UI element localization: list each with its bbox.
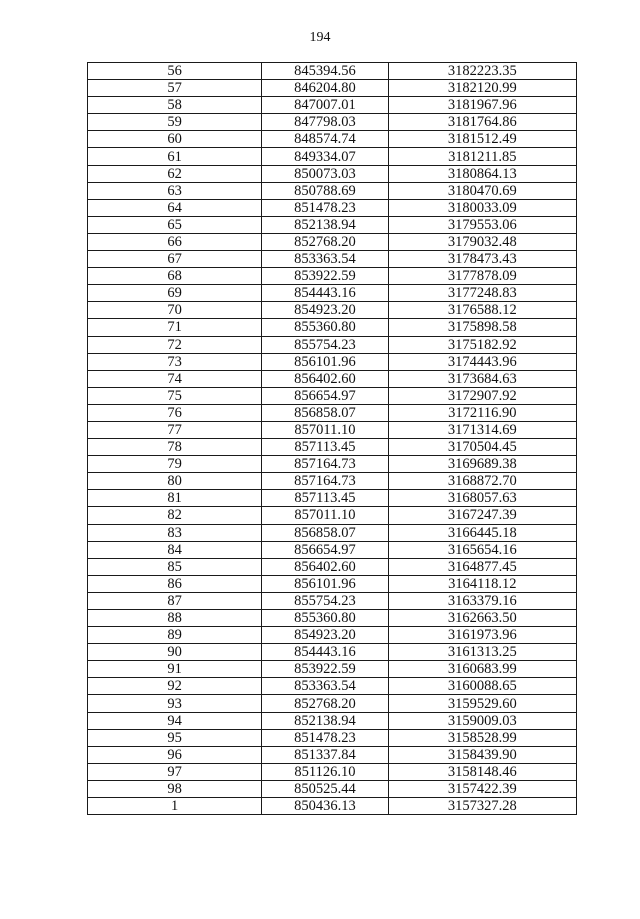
point-number-cell: 74	[88, 370, 262, 387]
x-coordinate-cell: 857164.73	[262, 456, 388, 473]
table-row	[88, 507, 577, 524]
point-number-cell: 84	[88, 541, 262, 558]
point-number-cell: 98	[88, 780, 262, 797]
table-row	[88, 729, 577, 746]
x-coordinate-cell: 856858.07	[262, 404, 388, 421]
table-row	[88, 336, 577, 353]
point-number-cell: 78	[88, 439, 262, 456]
coordinates-table-body	[88, 63, 577, 815]
table-row	[88, 439, 577, 456]
point-number-cell: 68	[88, 268, 262, 285]
x-coordinate-cell: 857011.10	[262, 421, 388, 438]
y-coordinate-cell: 3162663.50	[388, 610, 576, 627]
y-coordinate-cell: 3158528.99	[388, 729, 576, 746]
y-coordinate-cell: 3181211.85	[388, 148, 576, 165]
point-number-cell: 65	[88, 216, 262, 233]
table-row	[88, 199, 577, 216]
table-row	[88, 763, 577, 780]
point-number-cell: 70	[88, 302, 262, 319]
table-row	[88, 97, 577, 114]
x-coordinate-cell: 853363.54	[262, 251, 388, 268]
y-coordinate-cell: 3169689.38	[388, 456, 576, 473]
x-coordinate-cell: 851337.84	[262, 746, 388, 763]
point-number-cell: 59	[88, 114, 262, 131]
page-number: 194	[309, 30, 331, 45]
point-number-cell: 88	[88, 610, 262, 627]
y-coordinate-cell: 3172116.90	[388, 404, 576, 421]
table-row	[88, 695, 577, 712]
x-coordinate-cell: 856101.96	[262, 575, 388, 592]
table-row	[88, 387, 577, 404]
x-coordinate-cell: 851126.10	[262, 763, 388, 780]
table-row	[88, 798, 577, 815]
table-row	[88, 80, 577, 97]
y-coordinate-cell: 3160683.99	[388, 661, 576, 678]
point-number-cell: 63	[88, 182, 262, 199]
point-number-cell: 85	[88, 558, 262, 575]
table-row	[88, 610, 577, 627]
table-row	[88, 370, 577, 387]
y-coordinate-cell: 3168872.70	[388, 473, 576, 490]
y-coordinate-cell: 3180864.13	[388, 165, 576, 182]
y-coordinate-cell: 3176588.12	[388, 302, 576, 319]
y-coordinate-cell: 3164118.12	[388, 575, 576, 592]
table-row	[88, 114, 577, 131]
point-number-cell: 69	[88, 285, 262, 302]
x-coordinate-cell: 854443.16	[262, 285, 388, 302]
point-number-cell: 83	[88, 524, 262, 541]
y-coordinate-cell: 3180033.09	[388, 199, 576, 216]
point-number-cell: 58	[88, 97, 262, 114]
point-number-cell: 72	[88, 336, 262, 353]
x-coordinate-cell: 857011.10	[262, 507, 388, 524]
table-row	[88, 490, 577, 507]
x-coordinate-cell: 850525.44	[262, 780, 388, 797]
x-coordinate-cell: 853922.59	[262, 268, 388, 285]
x-coordinate-cell: 852138.94	[262, 216, 388, 233]
table-row	[88, 592, 577, 609]
table-row	[88, 524, 577, 541]
y-coordinate-cell: 3160088.65	[388, 678, 576, 695]
y-coordinate-cell: 3170504.45	[388, 439, 576, 456]
y-coordinate-cell: 3157422.39	[388, 780, 576, 797]
point-number-cell: 56	[88, 63, 262, 80]
table-row	[88, 678, 577, 695]
point-number-cell: 86	[88, 575, 262, 592]
point-number-cell: 79	[88, 456, 262, 473]
x-coordinate-cell: 855360.80	[262, 319, 388, 336]
y-coordinate-cell: 3179553.06	[388, 216, 576, 233]
x-coordinate-cell: 850073.03	[262, 165, 388, 182]
table-row	[88, 746, 577, 763]
table-row	[88, 302, 577, 319]
y-coordinate-cell: 3158148.46	[388, 763, 576, 780]
x-coordinate-cell: 856858.07	[262, 524, 388, 541]
x-coordinate-cell: 848574.74	[262, 131, 388, 148]
y-coordinate-cell: 3175898.58	[388, 319, 576, 336]
table-row	[88, 456, 577, 473]
point-number-cell: 67	[88, 251, 262, 268]
point-number-cell: 95	[88, 729, 262, 746]
y-coordinate-cell: 3172907.92	[388, 387, 576, 404]
y-coordinate-cell: 3174443.96	[388, 353, 576, 370]
y-coordinate-cell: 3175182.92	[388, 336, 576, 353]
x-coordinate-cell: 852138.94	[262, 712, 388, 729]
y-coordinate-cell: 3182223.35	[388, 63, 576, 80]
x-coordinate-cell: 854923.20	[262, 302, 388, 319]
table-row	[88, 165, 577, 182]
table-row	[88, 353, 577, 370]
point-number-cell: 60	[88, 131, 262, 148]
table-row	[88, 644, 577, 661]
y-coordinate-cell: 3182120.99	[388, 80, 576, 97]
table-row	[88, 182, 577, 199]
table-row	[88, 558, 577, 575]
table-row	[88, 541, 577, 558]
table-row	[88, 63, 577, 80]
y-coordinate-cell: 3181764.86	[388, 114, 576, 131]
table-row	[88, 285, 577, 302]
y-coordinate-cell: 3168057.63	[388, 490, 576, 507]
y-coordinate-cell: 3157327.28	[388, 798, 576, 815]
y-coordinate-cell: 3179032.48	[388, 233, 576, 250]
table-row	[88, 148, 577, 165]
y-coordinate-cell: 3166445.18	[388, 524, 576, 541]
point-number-cell: 73	[88, 353, 262, 370]
point-number-cell: 80	[88, 473, 262, 490]
y-coordinate-cell: 3161313.25	[388, 644, 576, 661]
y-coordinate-cell: 3177878.09	[388, 268, 576, 285]
table-row	[88, 661, 577, 678]
point-number-cell: 64	[88, 199, 262, 216]
point-number-cell: 82	[88, 507, 262, 524]
point-number-cell: 93	[88, 695, 262, 712]
point-number-cell: 96	[88, 746, 262, 763]
x-coordinate-cell: 854923.20	[262, 627, 388, 644]
point-number-cell: 66	[88, 233, 262, 250]
x-coordinate-cell: 850788.69	[262, 182, 388, 199]
x-coordinate-cell: 847007.01	[262, 97, 388, 114]
y-coordinate-cell: 3171314.69	[388, 421, 576, 438]
table-row	[88, 319, 577, 336]
y-coordinate-cell: 3178473.43	[388, 251, 576, 268]
point-number-cell: 92	[88, 678, 262, 695]
x-coordinate-cell: 855754.23	[262, 336, 388, 353]
point-number-cell: 89	[88, 627, 262, 644]
point-number-cell: 91	[88, 661, 262, 678]
y-coordinate-cell: 3159009.03	[388, 712, 576, 729]
x-coordinate-cell: 856654.97	[262, 541, 388, 558]
point-number-cell: 90	[88, 644, 262, 661]
x-coordinate-cell: 851478.23	[262, 729, 388, 746]
x-coordinate-cell: 855754.23	[262, 592, 388, 609]
point-number-cell: 71	[88, 319, 262, 336]
point-number-cell: 57	[88, 80, 262, 97]
x-coordinate-cell: 852768.20	[262, 233, 388, 250]
point-number-cell: 94	[88, 712, 262, 729]
x-coordinate-cell: 856402.60	[262, 370, 388, 387]
point-number-cell: 75	[88, 387, 262, 404]
x-coordinate-cell: 857164.73	[262, 473, 388, 490]
table-row	[88, 216, 577, 233]
point-number-cell: 97	[88, 763, 262, 780]
point-number-cell: 62	[88, 165, 262, 182]
x-coordinate-cell: 847798.03	[262, 114, 388, 131]
point-number-cell: 87	[88, 592, 262, 609]
table-row	[88, 627, 577, 644]
y-coordinate-cell: 3163379.16	[388, 592, 576, 609]
y-coordinate-cell: 3161973.96	[388, 627, 576, 644]
coordinates-table	[87, 62, 577, 815]
x-coordinate-cell: 856654.97	[262, 387, 388, 404]
x-coordinate-cell: 853363.54	[262, 678, 388, 695]
x-coordinate-cell: 855360.80	[262, 610, 388, 627]
table-row	[88, 131, 577, 148]
x-coordinate-cell: 856101.96	[262, 353, 388, 370]
table-row	[88, 268, 577, 285]
point-number-cell: 77	[88, 421, 262, 438]
point-number-cell: 76	[88, 404, 262, 421]
y-coordinate-cell: 3177248.83	[388, 285, 576, 302]
x-coordinate-cell: 853922.59	[262, 661, 388, 678]
table-row	[88, 712, 577, 729]
y-coordinate-cell: 3165654.16	[388, 541, 576, 558]
table-row	[88, 780, 577, 797]
table-row	[88, 251, 577, 268]
y-coordinate-cell: 3181967.96	[388, 97, 576, 114]
x-coordinate-cell: 850436.13	[262, 798, 388, 815]
x-coordinate-cell: 845394.56	[262, 63, 388, 80]
table-row	[88, 473, 577, 490]
x-coordinate-cell: 849334.07	[262, 148, 388, 165]
x-coordinate-cell: 852768.20	[262, 695, 388, 712]
y-coordinate-cell: 3158439.90	[388, 746, 576, 763]
x-coordinate-cell: 857113.45	[262, 490, 388, 507]
y-coordinate-cell: 3167247.39	[388, 507, 576, 524]
x-coordinate-cell: 854443.16	[262, 644, 388, 661]
point-number-cell: 81	[88, 490, 262, 507]
table-row	[88, 575, 577, 592]
y-coordinate-cell: 3164877.45	[388, 558, 576, 575]
x-coordinate-cell: 851478.23	[262, 199, 388, 216]
y-coordinate-cell: 3181512.49	[388, 131, 576, 148]
x-coordinate-cell: 846204.80	[262, 80, 388, 97]
x-coordinate-cell: 857113.45	[262, 439, 388, 456]
table-row	[88, 233, 577, 250]
table-row	[88, 421, 577, 438]
y-coordinate-cell: 3159529.60	[388, 695, 576, 712]
point-number-cell: 61	[88, 148, 262, 165]
point-number-cell: 1	[88, 798, 262, 815]
y-coordinate-cell: 3180470.69	[388, 182, 576, 199]
x-coordinate-cell: 856402.60	[262, 558, 388, 575]
y-coordinate-cell: 3173684.63	[388, 370, 576, 387]
table-row	[88, 404, 577, 421]
